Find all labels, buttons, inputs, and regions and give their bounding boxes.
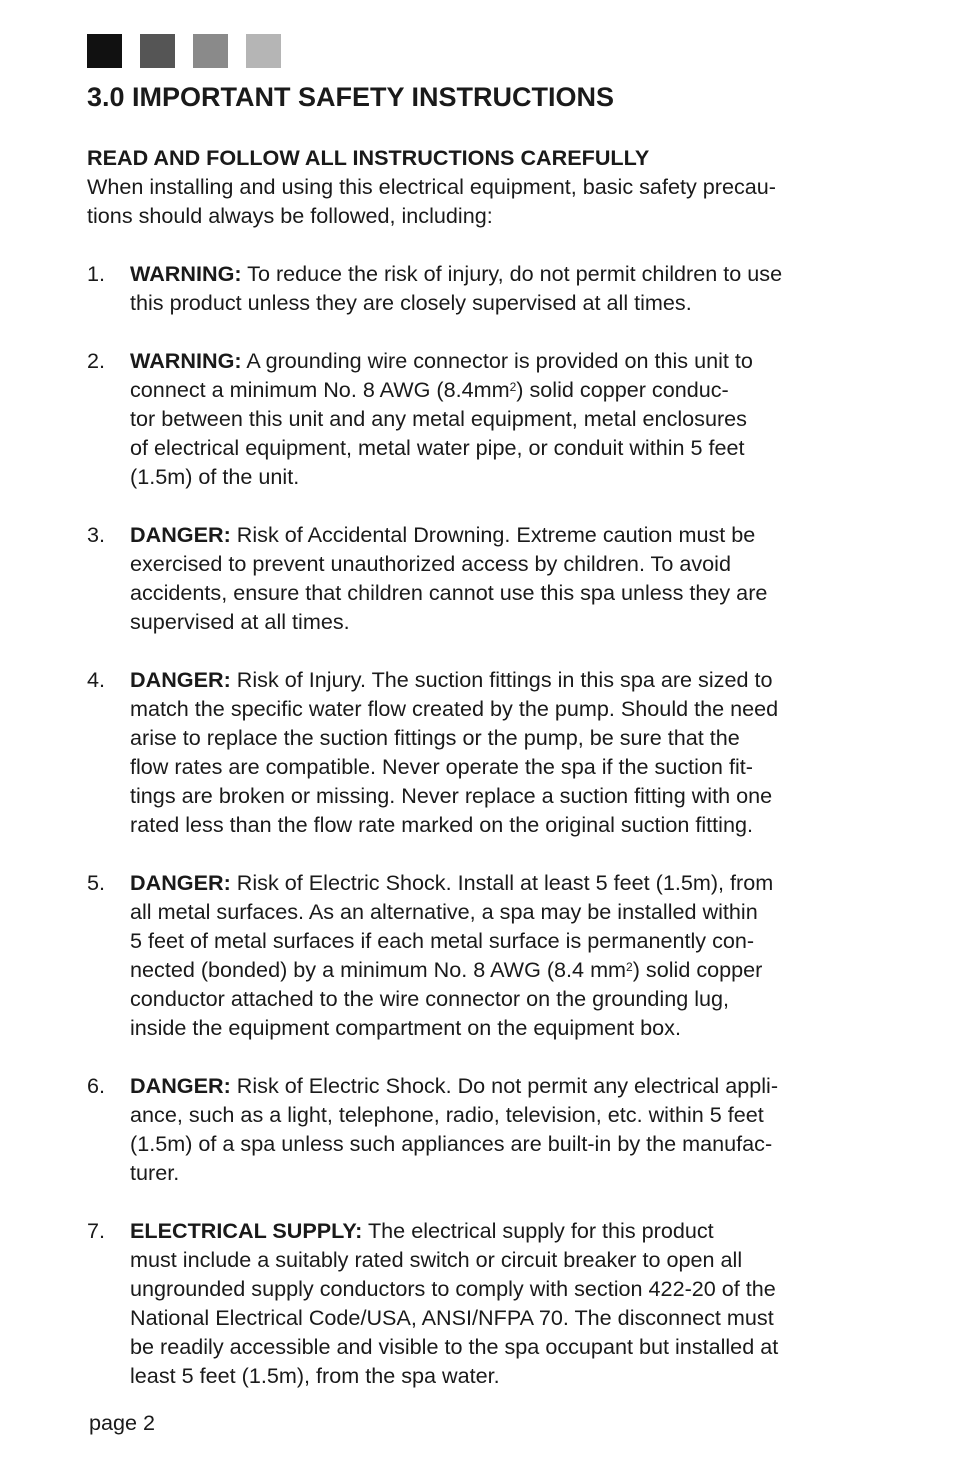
item-body [130,868,877,1042]
item-text: conductor attached to the wire connector on the grounding lug, [130,986,730,1011]
list-item [87,1216,877,1390]
item-text: exercised to prevent unauthorized access by children. To avoid [130,551,731,576]
marker-square-2 [140,34,175,68]
superscript: 2 [509,380,517,394]
item-text: of electrical equipment, metal water pipe, or conduit within 5 feet [130,435,745,460]
list-item [87,520,877,636]
section-title: 3.0 IMPORTANT SAFETY INSTRUCTIONS [87,82,615,112]
item-number: 6. [87,1073,106,1098]
item-text: The electrical supply for this product [362,1218,714,1243]
item-text: nected (bonded) by a minimum No. 8 AWG (8.4 mm [130,957,627,982]
item-body [130,346,877,491]
item-text: must include a suitably rated switch or circuit breaker to open all [130,1247,743,1272]
item-number: 4. [87,667,106,692]
list-item [87,665,877,839]
safety-content [87,143,877,1419]
item-text: connect a minimum No. 8 AWG (8.4mm [130,377,510,402]
item-text: inside the equipment compartment on the equipment box. [130,1015,681,1040]
item-label: ELECTRICAL SUPPLY: [130,1218,363,1243]
item-text: A grounding wire connector is provided on this unit to [241,348,753,373]
item-text: ungrounded supply conductors to comply with section 422-20 of the [130,1276,776,1301]
item-label: DANGER: [130,870,231,895]
item-label: WARNING: [130,261,242,286]
item-text: Risk of Electric Shock. Install at least 5 feet (1.5m), from [230,870,774,895]
instruction-list [87,259,877,1390]
subheading: READ AND FOLLOW ALL INSTRUCTIONS CAREFULLY [87,145,650,170]
item-text: match the specific water flow created by the pump. Should the need [130,696,779,721]
superscript: 2 [626,960,633,974]
item-label: DANGER: [130,522,231,547]
marker-square-3 [193,34,228,68]
item-label: DANGER: [130,1073,231,1098]
list-item [87,259,877,317]
item-body [130,1216,877,1390]
item-text: tor between this unit and any metal equipment, metal enclosures [130,406,747,431]
item-text: this product unless they are closely supervised at all times. [130,290,692,315]
intro-line: When installing and using this electrical equipment, basic safety precau- [87,174,776,199]
intro-line: tions should always be followed, including: [87,203,493,228]
item-text: flow rates are compatible. Never operate the spa if the suction fit- [130,754,753,779]
item-text: ance, such as a light, telephone, radio, television, etc. within 5 feet [130,1102,764,1127]
item-text: Risk of Accidental Drowning. Extreme caution must be [230,522,756,547]
item-text: accidents, ensure that children cannot use this spa unless they are [130,580,768,605]
item-body [130,259,877,317]
item-text: supervised at all times. [130,609,350,634]
item-number: 1. [87,261,106,286]
item-text: 5 feet of metal surfaces if each metal surface is permanently con- [130,928,755,953]
item-text: be readily accessible and visible to the spa occupant but installed at [130,1334,779,1359]
item-text: National Electrical Code/USA, ANSI/NFPA 70. The disconnect must [130,1305,774,1330]
item-text: (1.5m) of a spa unless such appliances are built-in by the manufac- [130,1131,773,1156]
item-text: (1.5m) of the unit. [130,464,300,489]
item-text: turer. [130,1160,180,1185]
list-item [87,346,877,491]
item-body [130,1071,877,1187]
item-number: 2. [87,348,106,373]
item-text: Risk of Electric Shock. Do not permit any electrical appli- [230,1073,779,1098]
item-text: all metal surfaces. As an alternative, a spa may be installed within [130,899,758,924]
item-text: To reduce the risk of injury, do not permit children to use [241,261,783,286]
item-number: 5. [87,870,106,895]
item-number: 3. [87,522,106,547]
list-item [87,868,877,1042]
page-number: page 2 [89,1410,156,1435]
item-body [130,665,877,839]
item-text: ) solid copper [632,957,763,982]
item-label: DANGER: [130,667,231,692]
item-label: WARNING: [130,348,242,373]
item-text: Risk of Injury. The suction fittings in this spa are sized to [230,667,773,692]
marker-square-4 [246,34,281,68]
section-marker-squares [87,34,299,68]
item-text: tings are broken or missing. Never replace a suction fitting with one [130,783,773,808]
marker-square-1 [87,34,122,68]
item-text: rated less than the flow rate marked on the original suction fitting. [130,812,753,837]
item-text: ) solid copper conduc- [516,377,729,402]
item-number: 7. [87,1218,106,1243]
intro-paragraph [87,172,877,230]
item-text: arise to replace the suction fittings or the pump, be sure that the [130,725,740,750]
list-item [87,1071,877,1187]
item-body [130,520,877,636]
item-text: least 5 feet (1.5m), from the spa water. [130,1363,500,1388]
